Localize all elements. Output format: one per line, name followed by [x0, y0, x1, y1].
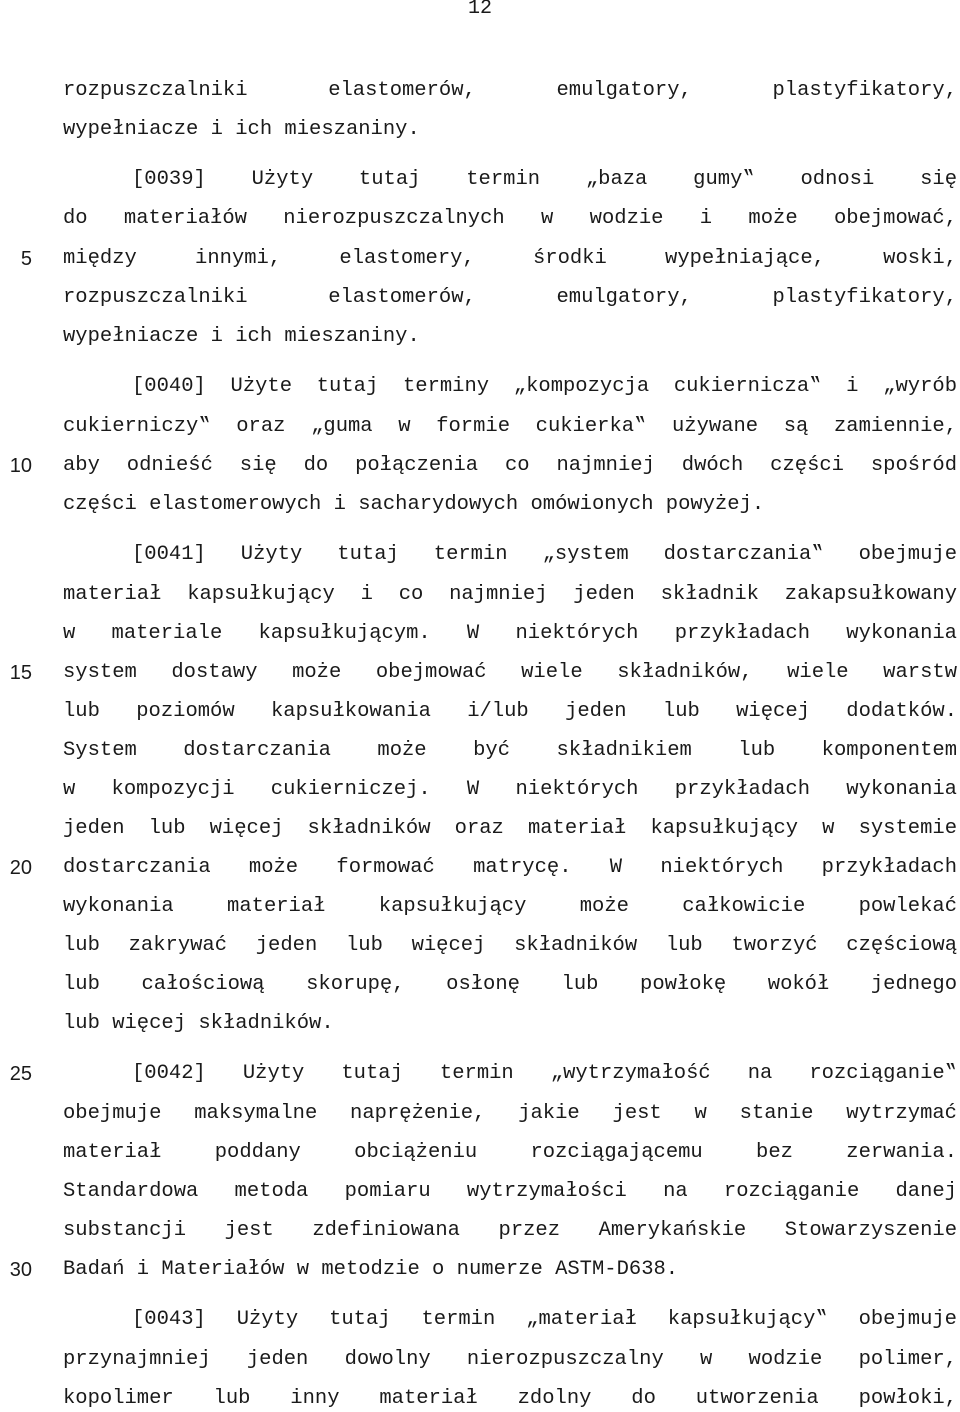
text-line: system dostawy może obejmować wiele składników, wiele warstw — [63, 661, 957, 684]
line-number: 10 — [9, 455, 32, 477]
text-line: Badań i Materiałów w metodzie o numerze ASTM-D638. — [63, 1258, 679, 1281]
text-line: aby odnieść się do połączenia co najmniej dwóch części spośród — [63, 454, 957, 477]
text-line: lub więcej składników. — [63, 1012, 334, 1035]
text-line: wypełniacze i ich mieszaniny. — [63, 118, 420, 141]
line-number: 15 — [9, 662, 32, 684]
text-line: obejmuje maksymalne naprężenie, jakie jest w stanie wytrzymać — [63, 1102, 957, 1125]
text-line: przynajmniej jeden dowolny nierozpuszczalny w wodzie polimer, — [63, 1348, 957, 1371]
paragraph-0041-start: [0041] Użyty tutaj termin „system dostarczania‟ obejmuje — [132, 543, 957, 566]
line-number: 20 — [9, 857, 32, 879]
text-line: między innymi, elastomery, środki wypełniające, woski, — [63, 247, 957, 270]
text-line: Standardowa metoda pomiaru wytrzymałości na rozciąganie danej — [63, 1180, 957, 1203]
paragraph-0039-start: [0039] Użyty tutaj termin „baza gumy‟ odnosi się — [132, 168, 957, 191]
text-line: rozpuszczalniki elastomerów, emulgatory, plastyfikatory, — [63, 79, 957, 102]
text-line: lub zakrywać jeden lub więcej składników lub tworzyć częściową — [63, 934, 957, 957]
text-line: lub całościową skorupę, osłonę lub powłokę wokół jednego — [63, 973, 957, 996]
paragraph-0043-start: [0043] Użyty tutaj termin „materiał kapsułkujący‟ obejmuje — [132, 1308, 957, 1331]
line-number: 25 — [9, 1063, 32, 1085]
text-line: wypełniacze i ich mieszaniny. — [63, 325, 420, 348]
text-line: lub poziomów kapsułkowania i/lub jeden lub więcej dodatków. — [63, 700, 957, 723]
text-line: materiał poddany obciążeniu rozciągającemu bez zerwania. — [63, 1141, 957, 1164]
text-line: części elastomerowych i sacharydowych omówionych powyżej. — [63, 493, 765, 516]
text-line: substancji jest zdefiniowana przez Amerykańskie Stowarzyszenie — [63, 1219, 957, 1242]
paragraph-0042-start: [0042] Użyty tutaj termin „wytrzymałość na rozciąganie‟ — [132, 1062, 957, 1085]
page-number: 12 — [467, 0, 492, 20]
text-line: w materiale kapsułkującym. W niektórych przykładach wykonania — [63, 622, 957, 645]
text-line: kopolimer lub inny materiał zdolny do utworzenia powłoki, — [63, 1387, 957, 1410]
text-line: System dostarczania może być składnikiem lub komponentem — [63, 739, 957, 762]
text-line: materiał kapsułkujący i co najmniej jeden składnik zakapsułkowany — [63, 583, 957, 606]
text-line: jeden lub więcej składników oraz materiał kapsułkujący w systemie — [63, 817, 957, 840]
text-line: cukierniczy‟ oraz „guma w formie cukierka‟ używane są zamiennie, — [63, 415, 957, 438]
text-line: w kompozycji cukierniczej. W niektórych przykładach wykonania — [63, 778, 957, 801]
text-line: wykonania materiał kapsułkujący może całkowicie powlekać — [63, 895, 957, 918]
text-line: dostarczania może formować matrycę. W niektórych przykładach — [63, 856, 957, 879]
text-line: rozpuszczalniki elastomerów, emulgatory, plastyfikatory, — [63, 286, 957, 309]
text-line: do materiałów nierozpuszczalnych w wodzie i może obejmować, — [63, 207, 957, 230]
line-number: 5 — [20, 248, 32, 270]
paragraph-0040-start: [0040] Użyte tutaj terminy „kompozycja cukiernicza‟ i „wyrób — [132, 375, 957, 398]
line-number: 30 — [9, 1259, 32, 1281]
